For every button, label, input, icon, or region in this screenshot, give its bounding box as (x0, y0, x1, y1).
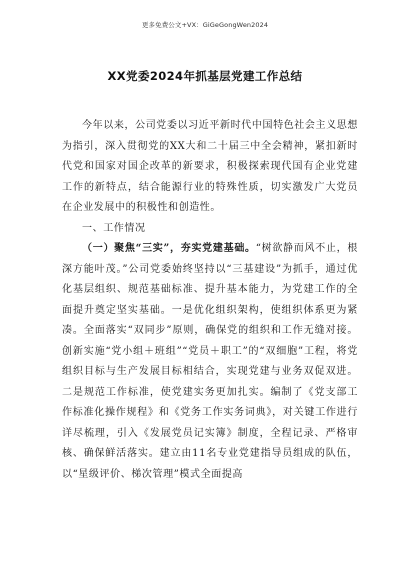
subsection-lead: （一）聚焦“三实”，夯实党建基础。 (82, 243, 256, 254)
document-body (62, 116, 358, 485)
section-heading: 一、工作情况 (82, 222, 146, 234)
subsection-body: “树欲静而风不止，根深方能叶茂。”公司党委始终坚持以“三基建设”为抓手，通过优化基层组织、规范基础标准、提升基本能力，为党建工作的全面提升奠定坚实基础。一是优化组织架构，使组织体系更为紧凑。全面落实“双同步”原则，确保党的组织和工作无缝对接。创新实施“党小组＋班组”“党员＋职工”的“双细胞”工程，将党组织目标与生产发展目标相结合，实现党建与业务双促双进。二是规范工作标准，使党建实务更加扎实。编制了《党支部工作标准化操作规程》和《党务工作实务词典》，对关键工作进行详尽梳理，引入《发展党员记实簿》制度，全程记录、严格审核、确保鲜活落实。建立由11名专业党建指导员组成的队伍，以“星级评价、梯次管理”模式全面提高 (62, 243, 358, 480)
document-title: XX党委2024年抓基层党建工作总结 (107, 69, 303, 83)
intro-paragraph: 今年以来，公司党委以习近平新时代中国特色社会主义思想为指引，深入贯彻党的XX大和二十届三中全会精神，紧扣新时代党和国家对国企改革的新要求，积极探索现代国有企业党建工作的新特点，结合能源行业的特殊性质，切实激发广大党员在企业发展中的积极性和创造性。 (62, 120, 358, 213)
subsection-paragraph (62, 239, 358, 485)
header-note: 更多免费公文+VX：GiGeGongWen2024 (141, 21, 269, 29)
